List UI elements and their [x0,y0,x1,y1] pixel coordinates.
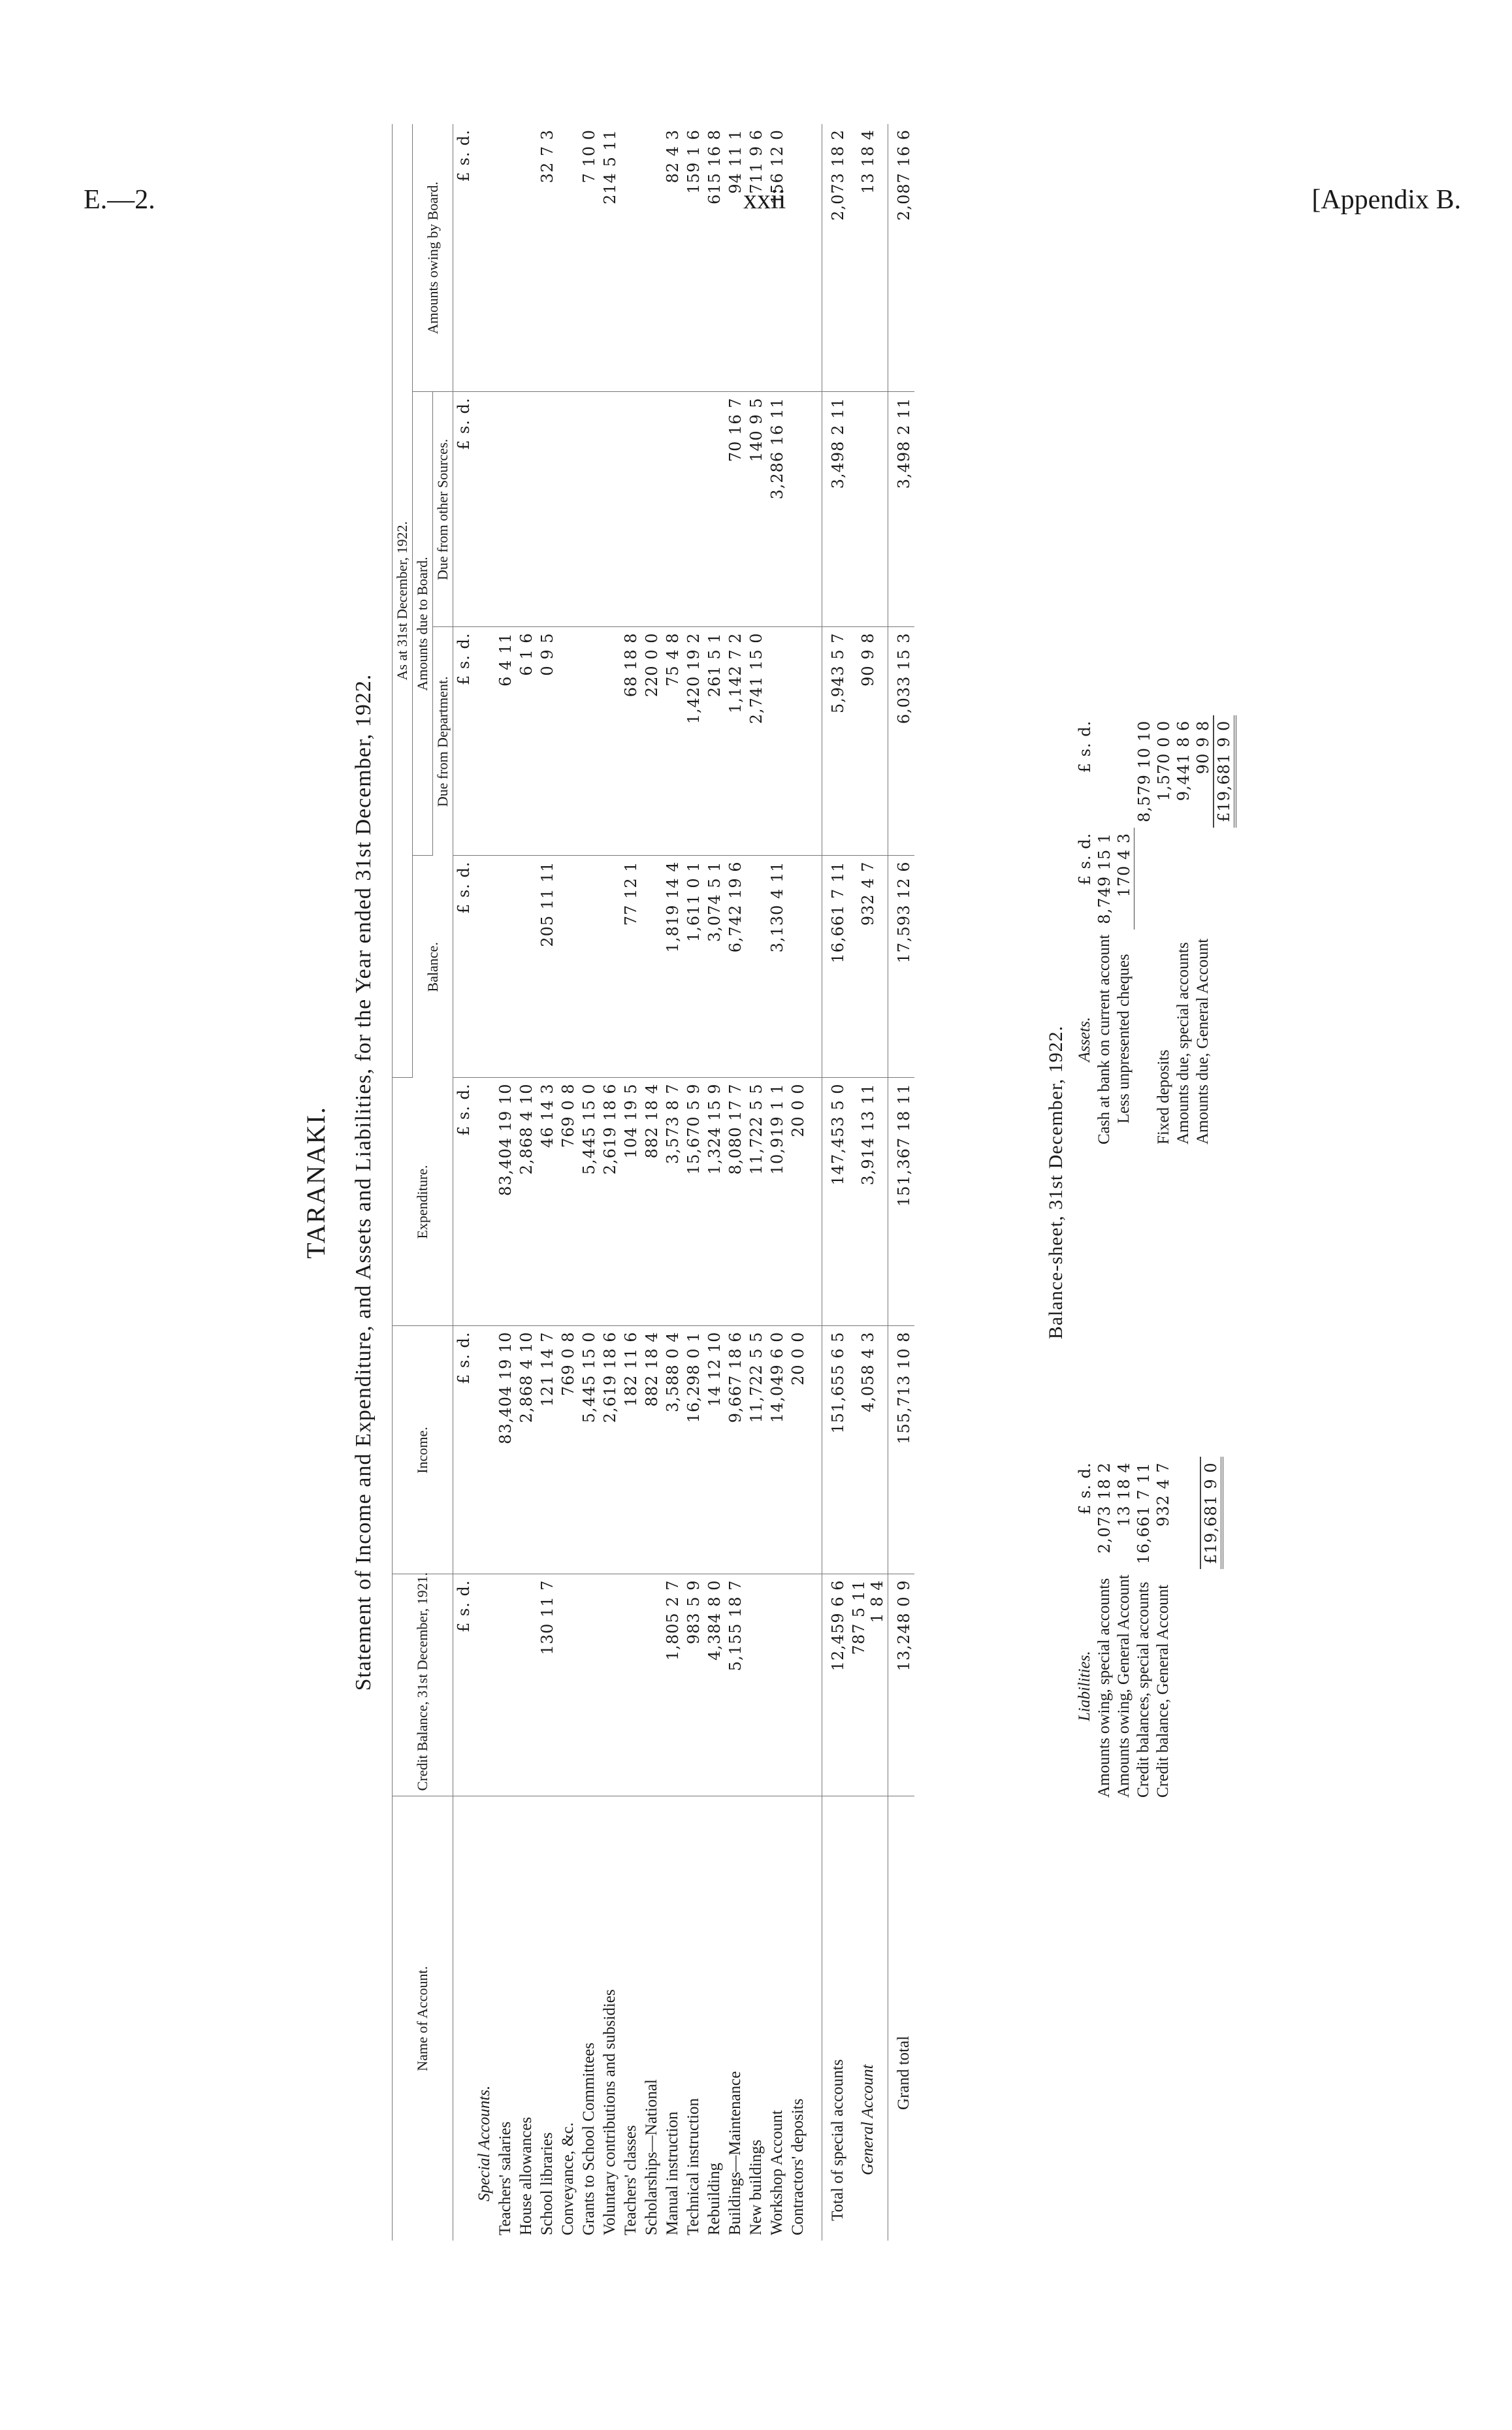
cell-owing: 2,073 18 2 [822,124,849,392]
cell-balance: 6,742 19 6 [725,856,746,1078]
cell-owing: 13 18 4 [848,124,888,392]
cell-balance [579,856,600,1078]
asset-label: Fixed deposits [1154,1049,1172,1144]
cell-credit: 1,805 2 7 [662,1574,683,1796]
cell-income: 20 0 0 [788,1326,809,1574]
cell-income: 14 12 10 [704,1326,725,1574]
cell-other [516,392,537,627]
balance-sheet-title: Balance-sheet, 31st December, 1922. [1045,1025,1067,1340]
cell-income: 5,445 15 0 [579,1326,600,1574]
cell-income: 2,868 4 10 [516,1326,537,1574]
cell-other [579,392,600,627]
cell-expenditure: 151,367 18 11 [888,1078,915,1326]
cell-credit [495,1574,516,1796]
cell-expenditure: 882 18 4 [641,1078,662,1326]
table-row [641,124,662,2241]
liability-label: Amounts owing, special accounts [1095,1578,1113,1798]
asset-amount-1 [1193,828,1214,930]
cell-expenditure: 3,573 8 7 [662,1078,683,1326]
cell-balance: 205 11 11 [537,856,558,1078]
asset-amount-2 [1095,715,1114,828]
cell-income: 9,667 18 6 [725,1326,746,1574]
row-name: Total of special accounts [822,1796,849,2241]
asset-row [1193,715,1214,1150]
cell-owing: 2,087 16 6 [888,124,915,392]
cell-income: 121 14 7 [537,1326,558,1574]
assets-units-1: £ s. d. [1076,832,1094,886]
table-row [662,124,683,2241]
cell-income: 882 18 4 [641,1326,662,1574]
table-row [495,124,516,2241]
grand-total-row [888,124,915,2241]
units-balance: £ s. d. [453,856,475,1078]
cell-credit: 5,155 18 7 [725,1574,746,1796]
cell-income: 4,058 4 3 [848,1326,888,1574]
col-owing: Amounts owing by Board. [413,124,453,392]
asset-row [1174,715,1193,1150]
row-name: Contractors' deposits [789,2098,807,2235]
liability-row [1114,1457,1134,1803]
cell-balance: 1,819 14 4 [662,856,683,1078]
units-dept: £ s. d. [453,627,475,856]
liabilities-total: £19,681 9 0 [1200,1457,1222,1569]
row-name: Workshop Account [768,2110,786,2235]
cell-other [704,392,725,627]
units-row [453,124,475,2241]
cell-owing: 82 4 3 [662,124,683,392]
cell-balance [516,856,537,1078]
cell-credit: 12,459 6 6 [822,1574,849,1796]
table-row [746,124,767,2241]
page-header-left: E.—2. [84,185,155,215]
cell-owing [516,124,537,392]
cell-dept: 6 4 11 [495,627,516,856]
row-name: Technical instruction [684,2098,702,2235]
units-other: £ s. d. [453,392,475,627]
liabilities-units: £ s. d. [1076,1462,1094,1515]
cell-balance: 3,074 5 1 [704,856,725,1078]
cell-expenditure: 769 0 8 [558,1078,579,1326]
cell-expenditure: 10,919 1 1 [767,1078,788,1326]
cell-owing [788,124,809,392]
asset-amount-2: 90 9 8 [1193,720,1212,775]
general-account-row [848,124,888,2241]
liability-amount: 2,073 18 2 [1095,1462,1114,1554]
table-row [725,124,746,2241]
asset-amount-2: 8,579 10 10 [1134,720,1153,822]
cell-dept: 1,142 7 2 [725,627,746,856]
table-row [683,124,704,2241]
cell-balance [600,856,620,1078]
cell-expenditure: 104 19 5 [620,1078,641,1326]
rotated-page [300,105,1398,2260]
cell-dept: 68 18 8 [620,627,641,856]
cell-credit [579,1574,600,1796]
cell-dept [579,627,600,856]
cell-balance [641,856,662,1078]
col-as-at: As at 31st December, 1922. [393,124,413,1078]
cell-balance [558,856,579,1078]
cell-income: 83,404 19 10 [495,1326,516,1574]
cell-expenditure: 5,445 15 0 [579,1078,600,1326]
cell-dept: 90 9 8 [848,627,888,856]
assets-heading: Assets. [1076,1016,1093,1062]
cell-dept: 1,420 19 2 [683,627,704,856]
asset-amount-1 [1134,828,1154,930]
cell-balance: 17,593 12 6 [888,856,915,1078]
cell-other: 140 9 5 [746,392,767,627]
asset-amount-1 [1174,828,1193,930]
cell-other [495,392,516,627]
row-name: House allowances [517,2116,535,2235]
col-expenditure: Expenditure. [393,1078,453,1326]
statement-title: Statement of Income and Expenditure, and Assets and Liabilities, for the Year ended 31st December, 1922. [351,673,376,1691]
col-balance: Balance. [413,856,453,1078]
liability-amount: 16,661 7 11 [1134,1462,1153,1564]
accounts-table [392,124,914,2241]
cell-other [537,392,558,627]
cell-credit [788,1574,809,1796]
table-row [767,124,788,2241]
cell-balance [495,856,516,1078]
cell-dept [600,627,620,856]
cell-dept: 75 4 8 [662,627,683,856]
cell-credit: 13,248 0 9 [888,1574,915,1796]
cell-expenditure: 2,868 4 10 [516,1078,537,1326]
asset-row [1154,715,1174,1150]
region-title: TARANAKI. [301,1106,330,1259]
asset-label: Amounts due, General Account [1194,938,1212,1144]
row-name: Grand total [888,1796,915,2241]
cell-other [600,392,620,627]
page-number: xxii [743,185,786,215]
cell-other [848,392,888,627]
cell-income: 11,722 5 5 [746,1326,767,1574]
total-special-row [822,124,849,2241]
cell-credit [767,1574,788,1796]
cell-owing: 615 16 8 [704,124,725,392]
cell-dept: 0 9 5 [537,627,558,856]
row-name: Scholarships—National [643,2079,660,2235]
cell-other: 3,498 2 11 [822,392,849,627]
cell-other: 3,286 16 11 [767,392,788,627]
cell-owing: 94 11 1 [725,124,746,392]
cell-other [641,392,662,627]
cell-income: 2,619 18 6 [600,1326,620,1574]
cell-dept: 261 5 1 [704,627,725,856]
cell-owing [620,124,641,392]
table-row [788,124,809,2241]
cell-expenditure: 2,619 18 6 [600,1078,620,1326]
cell-income: 3,588 0 4 [662,1326,683,1574]
cell-other [620,392,641,627]
cell-expenditure: 11,722 5 5 [746,1078,767,1326]
cell-dept [558,627,579,856]
cell-owing: 711 9 6 [746,124,767,392]
row-name: New buildings [747,2139,765,2235]
liability-row [1095,1457,1114,1803]
asset-amount-2: 1,570 0 0 [1154,720,1173,802]
row-name: Conveyance, &c. [559,2122,577,2235]
asset-amount-2: 9,441 8 6 [1174,720,1193,802]
assets-units-2: £ s. d. [1076,720,1094,773]
special-heading: Special Accounts. [475,2085,493,2201]
asset-row [1134,715,1154,1150]
col-due-other: Due from other Sources. [433,392,453,627]
cell-other [683,392,704,627]
liabilities-heading: Liabilities. [1076,1651,1093,1722]
cell-balance: 3,130 4 11 [767,856,788,1078]
row-name: Manual instruction [664,2111,681,2235]
table-row [600,124,620,2241]
asset-label: Less unpresented cheques [1115,954,1133,1124]
row-name: Teachers' classes [622,2125,639,2235]
cell-income: 155,713 10 8 [888,1326,915,1574]
credit-line-1: 787 5 11 [850,1580,868,1655]
cell-credit [641,1574,662,1796]
cell-income: 16,298 0 1 [683,1326,704,1574]
cell-income: 14,049 6 0 [767,1326,788,1574]
table-row [704,124,725,2241]
cell-income: 769 0 8 [558,1326,579,1574]
assets-table [1075,715,1236,1150]
cell-dept [788,627,809,856]
special-heading-row [474,124,495,2241]
cell-balance [788,856,809,1078]
liability-amount: 932 4 7 [1154,1462,1172,1527]
cell-balance: 77 12 1 [620,856,641,1078]
cell-expenditure: 8,080 17 7 [725,1078,746,1326]
row-name: Rebuilding [705,2162,723,2235]
cell-dept: 6,033 15 3 [888,627,915,856]
cell-balance: 16,661 7 11 [822,856,849,1078]
cell-income: 151,655 6 5 [822,1326,849,1574]
cell-expenditure: 147,453 5 0 [822,1078,849,1326]
row-name: General Account [859,2064,877,2175]
units-expenditure: £ s. d. [453,1078,475,1326]
liability-row [1153,1457,1173,1803]
cell-dept: 6 1 6 [516,627,537,856]
cell-expenditure: 46 14 3 [537,1078,558,1326]
cell-credit [620,1574,641,1796]
cell-expenditure: 83,404 19 10 [495,1078,516,1326]
cell-expenditure: 3,914 13 11 [848,1078,888,1326]
row-name: Voluntary contributions and subsidies [601,1989,619,2235]
cell-credit [746,1574,767,1796]
col-due-group: Amounts due to Board. [413,392,433,856]
cell-dept: 5,943 5 7 [822,627,849,856]
cell-balance [746,856,767,1078]
cell-credit [848,1574,888,1796]
liability-row [1134,1457,1153,1803]
units-income: £ s. d. [453,1326,475,1574]
credit-line-2: 1 8 4 [868,1580,886,1623]
units-credit: £ s. d. [453,1574,475,1796]
asset-amount-1: 8,749 15 1 [1095,832,1114,924]
table-row [537,124,558,2241]
cell-other [788,392,809,627]
asset-label: Cash at bank on current account [1095,934,1113,1144]
cell-owing: 7 10 0 [579,124,600,392]
row-name: Teachers' salaries [496,2121,514,2235]
page-header-right: [Appendix B. [1311,185,1461,215]
cell-income: 182 11 6 [620,1326,641,1574]
row-name: Buildings—Maintenance [726,2071,744,2235]
cell-credit [516,1574,537,1796]
cell-credit: 4,384 8 0 [704,1574,725,1796]
liability-label: Amounts owing, General Account [1115,1574,1133,1798]
cell-owing [495,124,516,392]
liabilities-table [1075,1457,1223,1803]
col-income: Income. [393,1326,453,1574]
asset-label [1134,930,1154,1150]
row-name: School libraries [538,2132,556,2235]
cell-owing: 214 5 11 [600,124,620,392]
cell-owing: 159 1 6 [683,124,704,392]
liability-amount: 13 18 4 [1115,1462,1133,1527]
cell-owing: 156 12 0 [767,124,788,392]
liability-label: Credit balances, special accounts [1134,1581,1152,1798]
assets-total: £19,681 9 0 [1214,715,1235,828]
cell-other [558,392,579,627]
cell-credit: 130 11 7 [537,1574,558,1796]
cell-balance: 1,611 0 1 [683,856,704,1078]
cell-other: 70 16 7 [725,392,746,627]
asset-amount-1: 170 4 3 [1114,828,1134,930]
asset-amount-1 [1154,828,1174,930]
liability-label: Credit balance, General Account [1154,1584,1172,1798]
cell-credit [558,1574,579,1796]
row-name: Grants to School Committees [580,2042,598,2235]
table-row [620,124,641,2241]
cell-expenditure: 1,324 15 9 [704,1078,725,1326]
cell-dept: 220 0 0 [641,627,662,856]
asset-row [1114,715,1134,1150]
cell-dept: 2,741 15 0 [746,627,767,856]
cell-other: 3,498 2 11 [888,392,915,627]
table-row [579,124,600,2241]
cell-credit [600,1574,620,1796]
cell-expenditure: 20 0 0 [788,1078,809,1326]
asset-amount-2 [1114,715,1134,828]
col-due-dept: Due from Department. [433,627,453,856]
cell-owing [641,124,662,392]
cell-credit: 983 5 9 [683,1574,704,1796]
table-row [516,124,537,2241]
cell-owing [558,124,579,392]
cell-dept [767,627,788,856]
table-row [558,124,579,2241]
cell-owing: 32 7 3 [537,124,558,392]
asset-row [1095,715,1114,1150]
cell-expenditure: 15,670 5 9 [683,1078,704,1326]
cell-balance: 932 4 7 [848,856,888,1078]
col-credit: Credit Balance, 31st December, 1921. [393,1574,453,1796]
cell-other [662,392,683,627]
units-owing: £ s. d. [453,124,475,392]
asset-label: Amounts due, special accounts [1174,942,1192,1144]
col-name: Name of Account. [393,1796,453,2241]
